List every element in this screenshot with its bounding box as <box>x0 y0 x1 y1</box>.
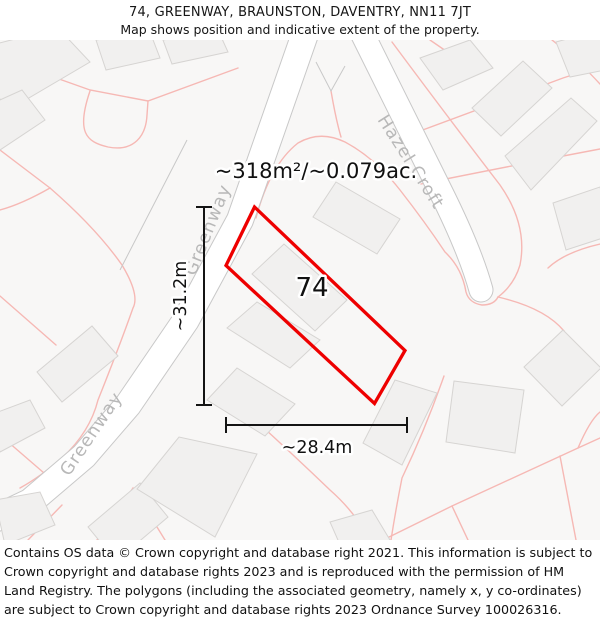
map-canvas <box>0 40 600 540</box>
street-label-greenway-lower: Greenway <box>56 388 128 480</box>
building <box>446 381 524 453</box>
building <box>420 40 493 90</box>
building <box>556 40 600 77</box>
building <box>553 187 600 250</box>
page-title: 74, GREENWAY, BRAUNSTON, DAVENTRY, NN11 7JT <box>128 5 472 20</box>
area-label: ~318m²/~0.079ac. <box>214 159 418 183</box>
plot-number-label: 74 <box>295 273 329 303</box>
street-label-greenway-upper: Greenway <box>181 181 236 279</box>
page-subtitle: Map shows position and indicative extent of the property. <box>120 22 480 37</box>
building <box>330 510 390 540</box>
width-dimension-label: ~28.4m <box>281 438 353 458</box>
building <box>0 90 45 150</box>
attribution-text: Contains OS data © Crown copyright and database right 2021. This information is subject to Crown copyright and database rights 2023 and is reproduced with the permission of HM Land Registry. The polygons (including the associated geometry, namely x, y co-ordinates) are subject to Crown copyright and database rights 2023 Ordnance Survey 100026316. <box>4 545 593 618</box>
building <box>0 400 45 452</box>
height-dimension-label: ~31.2m <box>171 260 191 332</box>
property-map <box>0 40 600 540</box>
road-junction-edge <box>316 62 345 91</box>
street-label-hazel-croft: Hazel Croft <box>372 111 448 214</box>
map-header <box>0 0 600 40</box>
building <box>163 40 228 64</box>
kerb-line <box>120 140 187 270</box>
building <box>37 326 118 402</box>
building <box>524 330 600 406</box>
attribution-footer <box>0 540 600 619</box>
building <box>313 182 400 254</box>
building <box>96 40 160 70</box>
